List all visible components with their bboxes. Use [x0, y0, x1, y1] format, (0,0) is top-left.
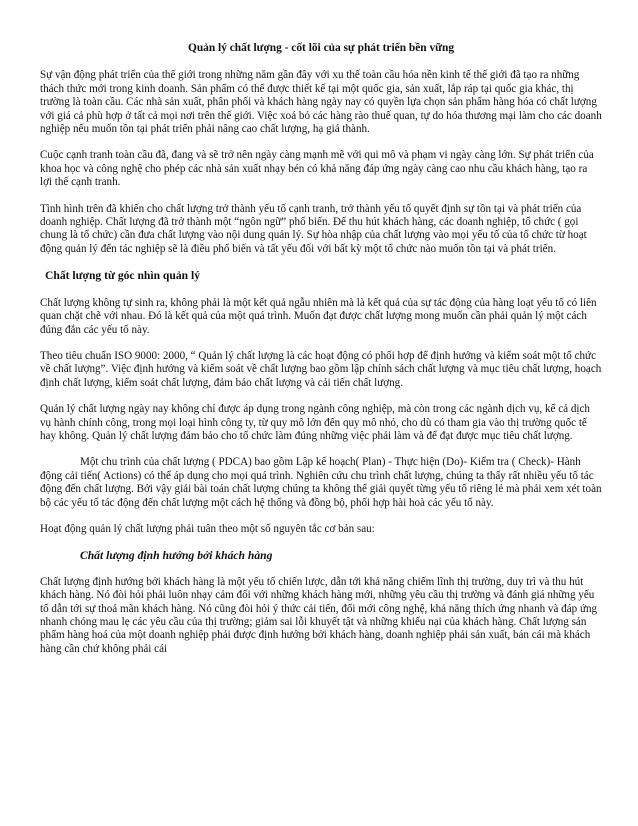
section1-paragraph-1: Chất lượng không tự sinh ra, không phải là một kết quả ngẫu nhiên mà là kết quả của sự tác động của hàng loạt yếu tố có liên quan chặt chẽ với nhau. Đó là kết quả của một quá trình. Muốn đạt được chất lượng mong muốn cần phải quản lý một cách đúng đắn các yếu tố này.: [40, 296, 597, 336]
section1-paragraph-3: Quản lý chất lượng ngày nay không chỉ được áp dụng trong ngành công nghiệp, mà còn trong các ngành dịch vụ, kể cả dịch vụ hành chính công, trong mọi loại hình công ty, từ quy mô lớn đến quy mô nhỏ, cho dù có tham gia vào thị trường quốc tế hay không. Quản lý chất lượng đảm bảo cho tổ chức làm đúng những việc phải làm và để đạt được mục tiêu chất lượng.: [40, 403, 590, 442]
document-title: Quản lý chất lượng - cốt lõi của sự phát triển bền vững: [187, 42, 455, 54]
intro-paragraph-3: Tình hình trên đã khiến cho chất lượng trở thành yếu tố cạnh tranh, trở thành yếu tố quyết định sự tồn tại và phát triển của doanh nghiệp. Chất lượng đã trở thành một “ngôn ngữ” phổ biến. Để thu hút khách hàng, các doanh nghiệp, tổ chức ( gọi chung là tổ chức) cần đưa chất lượng vào nội dung quản lý. Sự hòa nhập của chất lượng vào mọi yếu tố của tổ chức từ hoạt động quản lý đến tác nghiệp sẽ là điều phổ biến và tất yếu đối với bất kỳ một tổ chức nào muốn tồn tại và phát triển.: [40, 202, 587, 255]
section2-paragraph-1: Chất lượng định hướng bởi khách hàng là một yếu tố chiến lược, dẫn tới khả năng chiếm lĩnh thị trường, duy trì và thu hút khách hàng. Nó đòi hỏi phải luôn nhạy cảm đối với những khách hàng mới, những yêu cầu thị trường và đánh giá những yếu tố dẫn tới sự thoả mãn khách hàng. Nó cũng đòi hỏi ý thức cải tiến, đổi mới công nghệ, khả năng thích ứng nhanh và đáp ứng nhanh chóng mau lẹ các yêu cầu của thị trường; giảm sai lỗi khuyết tật và những khiếu nại của khách hàng. Chất lượng sản phẩm hàng hoá của một doanh nghiệp phải được định hướng bởi khách hàng, doanh nghiệp phải sản xuất, bán cái mà khách hàng cần chứ không phải cái: [40, 575, 598, 655]
intro-paragraph-2: Cuộc cạnh tranh toàn cầu đã, đang và sẽ trở nên ngày càng mạnh mẽ với qui mô và phạm vi ngày càng lớn. Sự phát triển của khoa học và công nghệ cho phép các nhà sản xuất nhạy bén có khả năng đáp ứng ngày càng cao nhu cầu khách hàng, tạo ra lợi thế cạnh tranh.: [40, 149, 594, 189]
section-heading-quality-management: Chất lượng từ góc nhìn quản lý: [45, 269, 200, 283]
section1-paragraph-pdca: Một chu trình của chất lượng ( PDCA) bao gồm Lập kế hoạch( Plan) - Thực hiện (Do)- Kiểm tra ( Check)- Hành động cải tiến( Actions) có thể áp dụng cho mọi quá trình. Nghiên cứu chu trình chất lượng, chúng ta thấy rất nhiều yếu tố tác động đến chất lượng. Bởi vậy giải bài toán chất lượng chúng ta không thể giải quyết từng yếu tố riêng lẻ mà phải xem xét toàn bộ các yếu tố tác động đến chất lượng một cách hệ thống và đồng bộ, phối hợp hài hoà các yếu tố này.: [40, 456, 602, 509]
intro-paragraph-1: Sự vận động phát triển của thế giới trong những năm gần đây với xu thế toàn cầu hóa nền kinh tế thế giới đã tạo ra những thách thức mới trong kinh doanh. Sản phẩm có thể được thiết kế tại một quốc gia, sản xuất, lắp ráp tại quốc gia khác, thị trường là toàn cầu. Các nhà sản xuất, phân phối và khách hàng ngày nay có quyền lựa chọn sản phẩm hàng hóa có chất lượng với giá cả phù hợp ở tất cả mọi nơi trên thế giới. Việc xoá bỏ các hàng rào thuế quan, tự do hóa thương mại làm cho các doanh nghiệp nếu muốn tồn tại phát triển phải nâng cao chất lượng, hạ giá thành.: [40, 69, 602, 136]
document-page: [40, 42, 602, 669]
section1-paragraph-iso: Theo tiêu chuẩn ISO 9000: 2000, “ Quản lý chất lượng là các hoạt động có phối hợp để định hướng và kiểm soát một tổ chức về chất lượng”. Việc định hướng và kiểm soát về chất lượng bao gồm lập chính sách chất lượng và mục tiêu chất lượng, hoạch định chất lượng, kiểm soát chất lượng, đảm bảo chất lượng và cải tiến chất lượng.: [40, 349, 602, 389]
section1-paragraph-principles: Hoạt động quản lý chất lượng phải tuân theo một số nguyên tắc cơ bản sau:: [40, 522, 375, 535]
section-heading-customer-driven: Chất lượng định hướng bởi khách hàng: [80, 549, 273, 563]
